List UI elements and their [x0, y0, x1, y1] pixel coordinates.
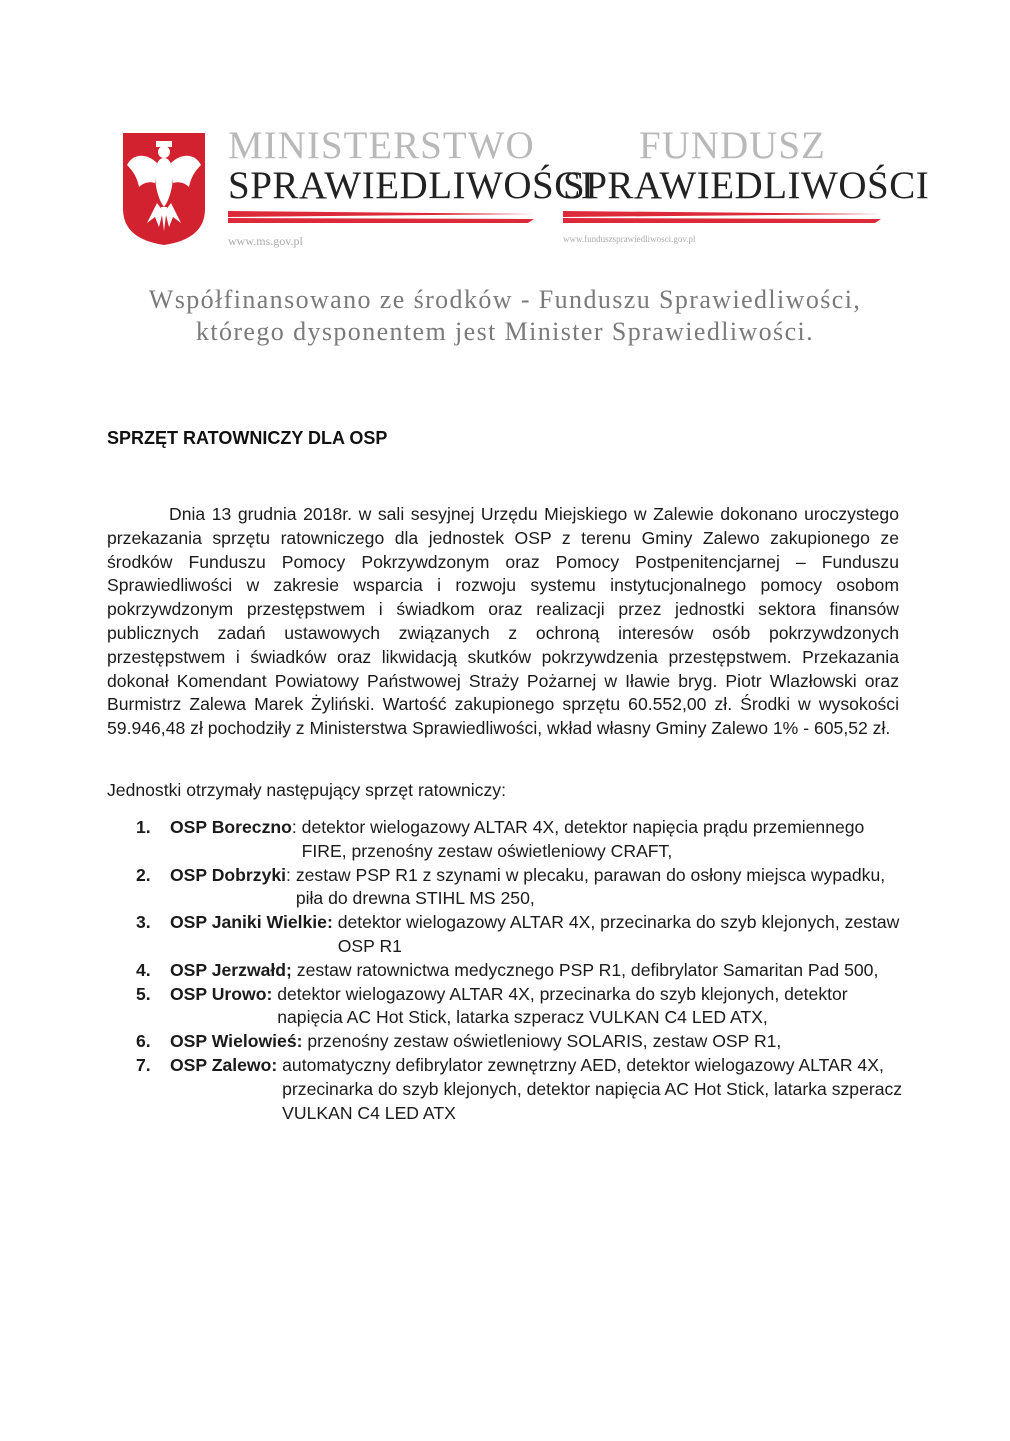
fund-url: www.funduszsprawiedliwosci.gov.pl	[563, 234, 696, 244]
cofinancing-line1: Współfinansowano ze środków - Funduszu Sprawiedliwości,	[148, 285, 862, 314]
unit-name: OSP Zalewo:	[170, 1054, 278, 1075]
item-number: 7.	[136, 1054, 151, 1075]
list-item	[136, 959, 906, 983]
ministry-line1: MINISTERSTWO	[228, 124, 535, 167]
ministry-flag-bar	[228, 211, 534, 223]
item-description: zestaw ratownictwa medycznego PSP R1, defibrylator Samaritan Pad 500,	[296, 959, 879, 980]
list-item	[136, 1054, 906, 1125]
item-description: detektor wielogazowy ALTAR 4X, przecinarka do szyb klejonych, detektor napięcia AC Hot Stick, latarka szperacz VULKAN C4 LED ATX,	[277, 983, 848, 1028]
unit-name: OSP Boreczno:	[170, 817, 302, 837]
list-item	[136, 816, 906, 864]
unit-name: OSP Dobrzyki:	[170, 864, 296, 885]
list-item	[136, 1030, 906, 1054]
ministry-url: www.ms.gov.pl	[228, 234, 303, 248]
list-item	[136, 864, 906, 912]
fund-flag-bar	[563, 211, 881, 223]
ministry-logo	[228, 126, 594, 249]
ministry-line2: SPRAWIEDLIWOŚCI	[228, 164, 595, 207]
body-paragraph: Dnia 13 grudnia 2018r. w sali sesyjnej Urzędu Miejskiego w Zalewie dokonano uroczystego przekazania sprzętu ratowniczego dla jednostek OSP z terenu Gminy Zalewo zakupionego ze środków Funduszu Pomocy Pokrzywdzonym oraz Pomocy Postpenitencjarnej – Funduszu Sprawiedliwości w zakresie wsparcia i rozwoju systemu instytucjonalnego pomocy osobom pokrzywdzonym przestępstwem i świadkom oraz realizacji przez jednostki sektora finansów publicznych zadań ustawowych związanych z ochroną interesów osób pokrzywdzonych przestępstwem i świadków oraz likwidacją skutków pokrzywdzenia przestępstwem. Przekazania dokonał Komendant Powiatowy Państwowej Straży Pożarnej w Iławie bryg. Piotr Wlazłowski oraz Burmistrz Zalewa Marek Żyliński. Wartość zakupionego sprzętu 60.552,00 zł. Środki w wysokości 59.946,48 zł pochodziły z Ministerstwa Sprawiedliwości, wkład własny Gminy Zalewo 1% - 605,52 zł.	[107, 504, 899, 739]
item-description: detektor wielogazowy ALTAR 4X, przecinarka do szyb klejonych, zestaw OSP R1	[337, 912, 900, 956]
unit-name: OSP Urowo:	[170, 983, 273, 1004]
item-description: automatyczny defibrylator zewnętrzny AED, detektor wielogazowy ALTAR 4X, przecinarka do szyb klejonych, detektor napięcia AC Hot Stick, latarka szperacz VULKAN C4 LED ATX	[282, 1054, 903, 1123]
unit-name: OSP Wielowieś:	[170, 1031, 303, 1052]
item-number: 2.	[136, 864, 151, 885]
list-item	[136, 911, 906, 959]
polish-eagle-emblem-icon	[121, 131, 207, 247]
item-number: 4.	[136, 959, 151, 980]
document-title: SPRZĘT RATOWNICZY DLA OSP	[107, 428, 388, 448]
letterhead	[0, 0, 1010, 270]
list-item	[136, 983, 906, 1031]
item-number: 1.	[136, 817, 151, 837]
item-number: 3.	[136, 912, 151, 933]
item-description: detektor wielogazowy ALTAR 4X, detektor napięcia prądu przemiennego FIRE, przenośny zestaw oświetleniowy CRAFT,	[301, 817, 865, 861]
fund-line1: FUNDUSZ	[639, 124, 826, 167]
item-description: zestaw PSP R1 z szynami w plecaku, parawan do osłony miejsca wypadku, piła do drewna STIHL MS 250,	[295, 864, 886, 909]
list-intro: Jednostki otrzymały następujący sprzęt ratowniczy:	[107, 780, 506, 800]
cofinancing-line2: którego dysponentem jest Minister Sprawiedliwości.	[195, 317, 815, 346]
item-number: 6.	[136, 1031, 151, 1052]
item-description: przenośny zestaw oświetleniowy SOLARIS, zestaw OSP R1,	[307, 1031, 782, 1052]
cofinancing-note	[100, 284, 910, 348]
unit-name: OSP Jerzwałd;	[170, 959, 292, 980]
equipment-list	[136, 816, 906, 1125]
item-number: 5.	[136, 983, 151, 1004]
unit-name: OSP Janiki Wielkie:	[170, 912, 333, 933]
fund-logo	[563, 126, 929, 244]
fund-line2: SPRAWIEDLIWOŚCI	[563, 164, 930, 207]
